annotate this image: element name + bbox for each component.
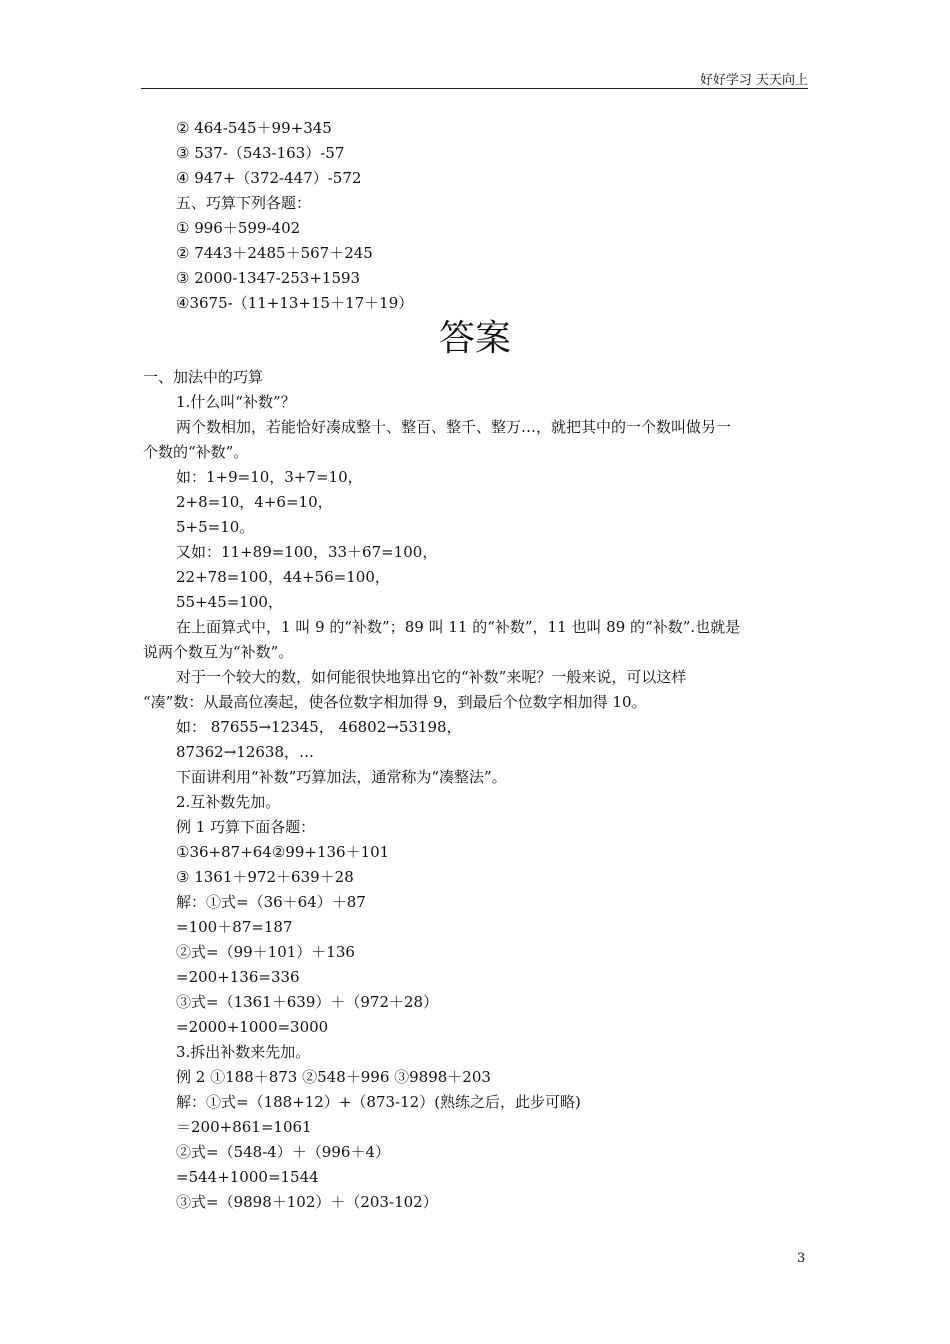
answer-line: 例 2 ①188＋873 ②548＋996 ③9898＋203 [176,1068,491,1086]
answer-line: =544+1000=1544 [176,1168,319,1186]
answer-line: 下面讲利用“补数”巧算加法，通常称为“凑整法”。 [176,768,507,786]
answer-line: =200+136=336 [176,968,300,986]
header-slogan: 好好学习 天天向上 [699,73,808,88]
answer-line: 在上面算式中，1 叫 9 的“补数”；89 叫 11 的“补数”，11 也叫 89 的“补数”.也就是 [176,618,741,636]
exercise-section-heading: 五、巧算下列各题： [176,194,312,212]
answer-line: 如：1+9=10，3+7=10， [176,468,363,486]
answer-line: =2000+1000=3000 [176,1018,329,1036]
answer-line: ③式=（1361＋639）＋（972＋28） [176,993,439,1011]
exercise-line: ② 464-545＋99+345 [176,119,332,137]
answer-line: ＝200+861=1061 [176,1118,312,1136]
exercise-line: ④ 947+（372-447）-572 [176,169,362,187]
answer-line: =100＋87=187 [176,918,293,936]
answer-line: 说两个数互为“补数”。 [143,643,294,661]
answer-line: 1.什么叫“补数”？ [176,393,296,411]
exercise-line: ③ 2000-1347-253+1593 [176,269,361,287]
page-number: 3 [797,1251,806,1266]
answer-line: 又如：11+89=100，33＋67=100， [176,543,438,561]
answer-line: 22+78=100，44+56=100， [176,568,390,586]
answer-line: 87362→12638，… [176,743,315,761]
answer-line: ②式=（99＋101）＋136 [176,943,355,961]
exercise-line: ③ 537-（543-163）-57 [176,144,345,162]
answer-line: ①36+87+64②99+136＋101 [176,843,390,861]
answer-line: “凑”数：从最高位凑起，使各位数字相加得 9，到最后个位数字相加得 10。 [143,693,647,711]
answer-line: ②式=（548-4）＋（996＋4） [176,1143,390,1161]
answer-line: 例 1 巧算下面各题： [176,818,316,836]
answer-line: 两个数相加，若能恰好凑成整十、整百、整千、整万…，就把其中的一个数叫做另一 [176,418,732,436]
answer-line: ③ 1361＋972＋639＋28 [176,868,354,886]
answer-line: 对于一个较大的数，如何能很快地算出它的“补数”来呢？一般来说，可以这样 [176,668,687,686]
answer-line: 如： 87655→12345， 46802→53198， [176,718,462,736]
answer-line: 2.互补数先加。 [176,793,281,811]
answer-line: ③式=（9898＋102）＋（203-102） [176,1193,438,1211]
answer-line: 5+5=10。 [176,518,255,536]
page-header [141,66,808,89]
exercise-line: ① 996＋599-402 [176,219,301,237]
answer-line: 解：①式=（36＋64）＋87 [176,893,366,911]
answer-title: 答案 [438,318,511,359]
answer-line: 个数的“补数”。 [143,443,249,461]
answer-line: 3.拆出补数来先加。 [176,1043,311,1061]
answer-line: 2+8=10，4+6=10， [176,493,333,511]
section-heading: 一、加法中的巧算 [143,368,264,386]
answer-line: 解：①式=（188+12）+（873-12）(熟练之后，此步可略) [176,1093,581,1111]
exercise-line: ② 7443＋2485＋567＋245 [176,244,373,262]
answer-line: 55+45=100， [176,593,283,611]
exercise-line: ④3675-（11+13+15＋17＋19） [176,294,414,312]
